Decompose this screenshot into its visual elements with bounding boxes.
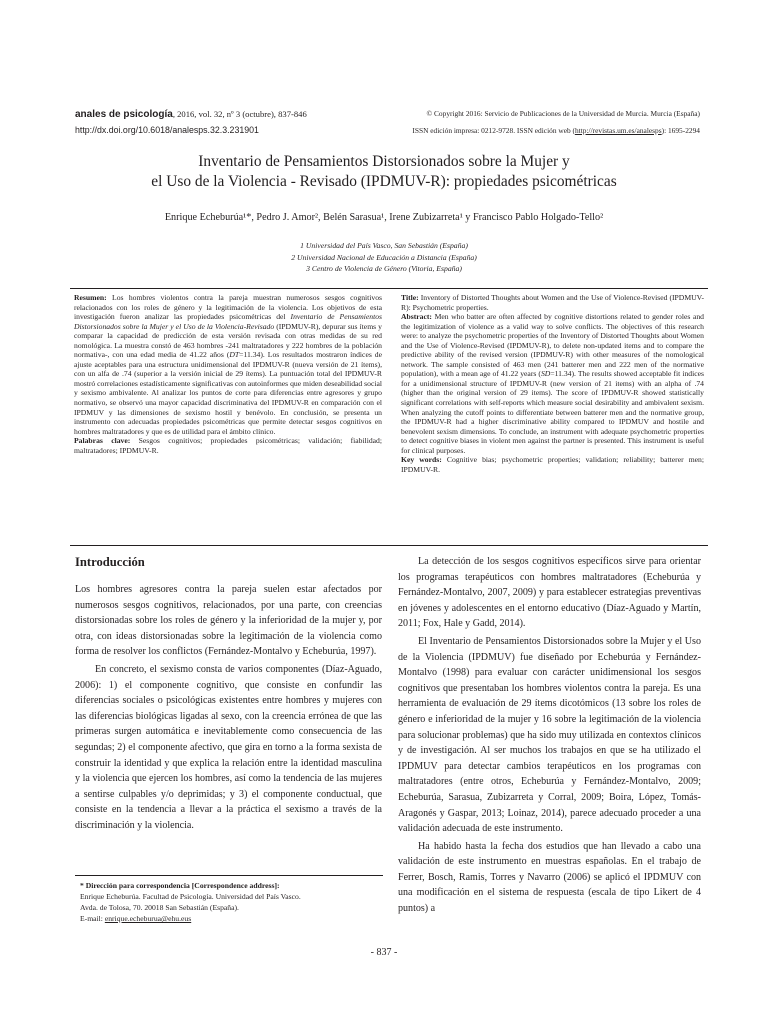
correspondence-heading (75, 880, 383, 891)
key-words-label: Key words: (401, 455, 442, 465)
abstract-paragraph (401, 312, 704, 455)
abstract-english (401, 293, 704, 474)
page-number: - 837 - (370, 947, 398, 958)
body-paragraph: En concreto, el sexismo consta de varios componentes (Díaz-Aguado, 2006): 1) el componente cognitivo, que consiste en confundir las diferencias sociales o psicológicas existentes entre hombres y mujeres con las diferencias biológicas ligadas al sexo, con la creencia errónea de que las primeras surgen automática e inevitablemente como consecuencia de las segundas; 2) el componente afectivo, que gira en torno a la forma sexista de construir la identidad y que explica la relación entre la identidad masculina y la violencia que ejercen los hombres, así como la tendencia de las mujeres a sentirse culpables y/o deprimidas; y 3) el componente conductual, que consiste en la tendencia a llevar a la práctica el sexismo a través de la discriminación y la violencia. (75, 663, 382, 831)
correspondence-email-line (75, 913, 383, 924)
resumen-text-2: (IPDMUV-R), depurar sus ítems y comparar la capacidad de predicción de esta versión revisada con otras medidas de su red nomológica. La muestra constó de 463 hombres -241 maltratadores y 222 hombres de la población normativa-, con una edad media de 41.22 años ( (74, 321, 382, 360)
affiliation-2: 2 Universidad Nacional de Educación a Distancia (España) (291, 252, 477, 262)
journal-url-link[interactable]: http://revistas.um.es/analesps (574, 126, 662, 135)
citation-info: , 2016, vol. 32, nº 3 (octubre), 837-846 (172, 109, 307, 119)
abstract-spanish (74, 293, 382, 455)
english-title-text: Inventory of Distorted Thoughts about Women and the Use of Violence-Revised (IPDMUV-R): Psychometric properties. (401, 293, 704, 312)
issn-prefix: ISSN edición impresa: 0212-9728. ISSN edición web ( (412, 126, 575, 135)
resumen-italic-2: DT (229, 350, 240, 360)
resumen-text-1: Los hombres violentos contra la pareja muestran numerosos sesgos cognitivos relacionados con los roles de género y la legitimación de la violencia. Los objetivos de esta investigación fueron analizar las propiedades psicométricas del (74, 293, 382, 322)
body-paragraph: Los hombres agresores contra la pareja suelen estar afectados por numerosos sesgos cognitivos, relacionados, por una parte, con creencias distorsionadas sobre los roles de género y la inferioridad de la mujer y, por otra, con ideas distorsionadas sobre la legitimación de la violencia como forma de resolver los conflictos (Fernández-Montalvo y Echeburúa, 1997). (75, 584, 382, 658)
issn-suffix: ): 1695-2294 (661, 126, 700, 135)
affiliation-1: 1 Universidad del País Vasco, San Sebastián (España) (300, 241, 468, 250)
palabras-clave (74, 436, 382, 455)
abstract-box (70, 288, 708, 546)
abstract-text-1: Men who batter are often affected by cognitive distortions related to gender roles and the legitimization of violence as a valid way to solve conflicts. The objectives of this research were: to analyze the psychometric properties of the Inventory of Distorted Thoughts about Women and the Use of Violence-Revised (IPDMUV-R), to delete non-updated items and to compare the predictive ability of the revised version (IPDMUV-R) with other measures of the nomological network. The sample consisted of 463 men (241 batterer men and 222 men of the normative population), with a mean age of 41.22 years ( (401, 312, 704, 379)
resumen-label: Resumen: (74, 293, 107, 302)
body-paragraph: El Inventario de Pensamientos Distorsionados sobre la Mujer y el Uso de la Violencia (IPDMUV) fue diseñado por Echeburúa y Fernández-Montalvo (1998) para evaluar con carácter unidimensional los sesgos cognitivos que presentaban los hombres violentos contra la pareja. Es una herramienta de evaluación de 29 ítems dicotómicos (13 sobre los roles de género e inferioridad de la mujer y 16 sobre la legitimación de la violencia para solucionar problemas) que ha sido muy utilizada en contextos clínicos y de investigación. Al ser muchos los trabajos en que se ha utilizado el IPDMUV para detectar cambios terapéuticos en los programas con maltratadores (entre otros, Echeburúa y Fernández-Montalvo, 2009; Echeburúa, Sarasua, Zubizarreta y Corral, 2009; Boira, López, Tomás-Aragonés y Gaspar, 2013; Loinaz, 2014), parece adecuado proceder a una validación adecuada de este instrumento. (398, 635, 701, 835)
author-list: Enrique Echeburúa¹*, Pedro J. Amor², Belén Sarasua¹, Irene Zubizarreta¹ y Francisco Pablo Holgado-Tello² (164, 212, 604, 223)
key-words-text: Cognitive bias; psychometric properties; validation; reliability; batterer men; IPDMUV-R. (401, 455, 705, 474)
journal-citation (75, 109, 307, 120)
english-title (401, 293, 704, 312)
affiliations (0, 240, 768, 275)
journal-name: anales de psicología (75, 109, 173, 120)
body-column-left (75, 582, 382, 834)
correspondence-line-2: Avda. de Tolosa, 70. 20018 San Sebastián (España). (80, 903, 239, 912)
title-line-2: el Uso de la Violencia - Revisado (IPDMUV-R): propiedades psicométricas (151, 173, 617, 190)
correspondence-heading-text: * Dirección para correspondencia [Correspondence address]: (80, 881, 280, 890)
body-paragraph: La detección de los sesgos cognitivos específicos sirve para orientar los programas terapéuticos con hombres maltratadores (Echeburúa y Fernández-Montalvo, 2007, 2009) y para establecer estrategias preventivas en jóvenes y adolescentes en el entorno educativo (Díaz-Aguado y Martín, 2011; Fox, Hale y Gadd, 2014). (398, 556, 701, 630)
abstract-text-2: =11.34). The results showed acceptable fit indices for a unidimensional structure of IPDMUV-R (new version of 21 items) with an alpha of .74 (higher than the original version of 29 items). The score of IPDMUV-R showed statistically significant correlations with self-reports which measure social desirability and ambivalent sexism. When analyzing the cutoff points to differentiate between batterer men and the normative group, the IPDMUV-R had a higher discriminative ability compared to IPDMUV and hostile and benevolent sexism dimensions. To conclude, an instrument with adequate psychometric properties to detect cognitive biases in violent men against the partner is presented. This instrument is useful for clinical purposes. (401, 369, 704, 455)
correspondence-footnote (75, 875, 383, 924)
resumen-text-3: =11.34). Los resultados mostraron índices de ajuste aceptables para una estructura unidimensional del IPDMUV-R (nueva versión de 21 ítems), con un alfa de .74 (superior a la versión inicial de 29 ítems). La puntuación total del IPDMUV-R mostró correlaciones estadísticamente significativas con autoinformes que miden deseabilidad social y sexismo ambivalente. Al analizar los puntos de corte para diferencias entre agresores y grupo normativo, se observó una mayor capacidad discriminativa del IPDMUV-R en comparación con el IPDMUV y las dimensiones de sexismo hostil y benévolo. En conclusión, se presenta un instrumento con adecuadas propiedades psicométricas que permite detectar sesgos cognitivos en hombres maltratadores y que es de utilidad para el ámbito clínico. (74, 350, 382, 436)
palabras-clave-text: Sesgos cognitivos; propiedades psicométricas; validación; fiabilidad; maltratadores; IPDMUV-R. (74, 436, 382, 455)
title-line-1: Inventario de Pensamientos Distorsionados sobre la Mujer y (198, 153, 570, 170)
abstract-italic-1: SD (540, 369, 551, 379)
body-paragraph: Ha habido hasta la fecha dos estudios que han llevado a cabo una validación de este instrumento en muestras españolas. En el trabajo de Ferrer, Bosch, Ramis, Torres y Navarro (2006) se aplicó el IPDMUV con una modificación en el sistema de respuesta (escala de tipo Likert de 4 puntos) a (398, 840, 701, 915)
section-heading-introduccion: Introducción (75, 555, 145, 569)
abstract-label: Abstract: (401, 312, 432, 322)
resumen-paragraph (74, 293, 382, 436)
title-label: Title: (401, 293, 419, 302)
email-link[interactable]: enrique.echeburua@ehu.eus (104, 914, 192, 923)
affiliation-3: 3 Centro de Violencia de Género (Vitoria, España) (306, 264, 462, 274)
body-column-right (398, 554, 701, 917)
key-words (401, 455, 704, 474)
email-label: E-mail: (80, 914, 105, 923)
correspondence-line-1: Enrique Echeburúa. Facultad de Psicología. Universidad del País Vasco. (80, 892, 301, 901)
resumen-italic-1: Inventario de Pensamientos Distorsionados sobre la Mujer y el Uso de la Violencia-Revisado (74, 312, 382, 331)
doi-link[interactable]: http://dx.doi.org/10.6018/analesps.32.3.231901 (75, 125, 259, 135)
palabras-clave-label: Palabras clave: (74, 436, 131, 446)
article-title (0, 152, 768, 192)
copyright-line: © Copyright 2016: Servicio de Publicaciones de la Universidad de Murcia. Murcia (España) (426, 109, 700, 118)
issn-line (412, 126, 700, 135)
